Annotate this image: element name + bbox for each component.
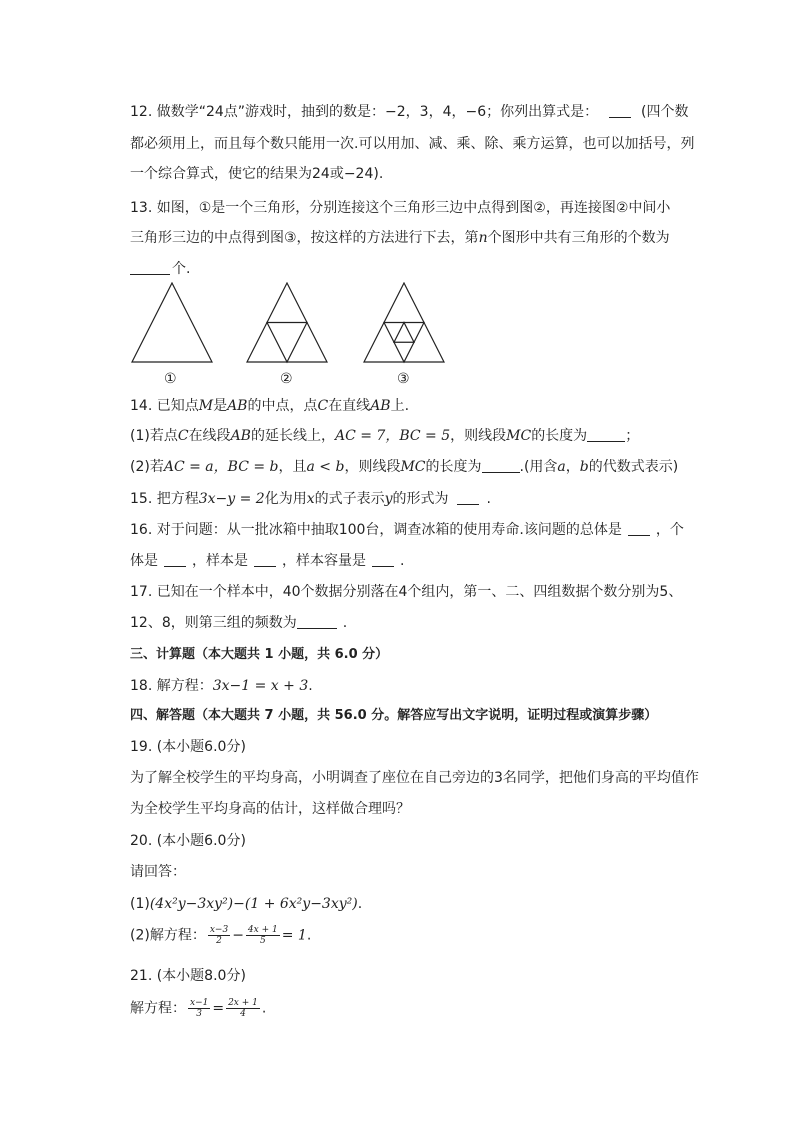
q14-line1 <box>130 396 409 416</box>
answer-blank <box>297 614 337 629</box>
answer-blank <box>482 458 520 473</box>
answer-blank <box>164 552 186 567</box>
var-AB: AB <box>370 398 391 414</box>
q14-text: ； <box>625 428 640 444</box>
q17-line2 <box>130 613 347 633</box>
q14-condition: AC = 7，BC = 5 <box>334 428 451 444</box>
var-n: n <box>478 230 488 246</box>
q18-line <box>130 676 313 696</box>
q13-text-c: 个. <box>172 261 191 277</box>
q15-text: 化为用 <box>264 491 307 507</box>
q17-text: . <box>342 615 348 631</box>
q14-text: .(用含 <box>519 459 558 475</box>
q14-condition: AC = a，BC = b <box>163 459 279 475</box>
equals-sign: = <box>212 1000 225 1017</box>
q14-text: 的中点，点 <box>247 398 318 414</box>
q14-text: ， <box>565 459 580 475</box>
q21-head: 21. (本小题8.0分) <box>130 968 246 984</box>
q19-line2: 为全校学生平均身高的估计，这样做合理吗？ <box>130 801 410 817</box>
q21-text: 解方程： <box>130 1000 186 1017</box>
q14-text: 的长度为 <box>425 459 482 475</box>
var-C: C <box>317 398 329 414</box>
q15-text: 的形式为 <box>392 491 449 507</box>
var-y: y <box>384 491 393 507</box>
q18-equation: 3x−1 = x + 3 <box>212 678 309 694</box>
q14-text: 的长度为 <box>531 428 588 444</box>
answer-blank <box>628 521 650 536</box>
q14-text: ，则线段 <box>450 428 507 444</box>
q13-text: 三角形三边的中点得到图③，按这样的方法进行下去，第 <box>130 230 479 246</box>
q16-text: 16. 对于问题：从一批冰箱中抽取100台，调查冰箱的使用寿命.该问题的总体是 <box>130 522 622 538</box>
fraction-2 <box>226 998 260 1019</box>
q16-line1 <box>130 520 684 540</box>
q14-text: 在直线 <box>328 398 371 414</box>
q20-part1 <box>130 894 362 914</box>
var-AB: AB <box>227 398 248 414</box>
minus-sign: − <box>232 927 244 944</box>
q14-text: 在线段 <box>188 428 231 444</box>
q12-text-tail: (四个数 <box>641 104 689 120</box>
q12-line1 <box>130 102 689 122</box>
fraction-numerator: 4x + 1 <box>247 925 278 935</box>
q20-text: . <box>306 927 312 944</box>
q16-text: 体是 <box>130 553 158 569</box>
q12-text: 12. 做数学“24点”游戏时，抽到的数是：−2，3，4，−6；你列出算式是： <box>130 104 599 120</box>
q17-line1: 17. 已知在一个样本中，40个数据分别落在4个组内，第一、二、四组数据个数分别为5、 <box>130 584 683 600</box>
section-4-heading: 四、解答题（本大题共 7 小题，共 56.0 分。解答应写出文字说明，证明过程或演算步骤） <box>130 708 658 723</box>
q20-text: (2)解方程： <box>130 927 206 944</box>
answer-blank <box>254 552 276 567</box>
fraction-denominator: 3 <box>196 1009 203 1019</box>
section-3-heading: 三、计算题（本大题共 1 小题，共 6.0 分） <box>130 647 389 662</box>
figure-label-1: ① <box>164 371 177 387</box>
fraction-denominator: 4 <box>240 1009 246 1019</box>
q15-equation: 3x−y = 2 <box>198 491 265 507</box>
q15-text: . <box>486 491 491 507</box>
q13-text-b: 个图形中共有三角形的个数为 <box>487 230 670 246</box>
answer-blank <box>372 552 394 567</box>
q19-head: 19. (本小题6.0分) <box>130 739 246 755</box>
answer-blank <box>587 427 625 442</box>
q15-line <box>130 489 491 509</box>
answer-blank <box>457 490 479 505</box>
q14-text: 的延长线上， <box>250 428 335 444</box>
q20-ask: 请回答： <box>130 864 186 880</box>
q16-text: . <box>400 553 405 569</box>
figure-3-triangle <box>362 282 446 364</box>
var-C: C <box>177 428 189 444</box>
figure-label-2: ② <box>280 371 293 387</box>
figure-1-triangle <box>130 282 214 364</box>
q21-text: . <box>261 1000 267 1017</box>
q15-text: 15. 把方程 <box>130 491 199 507</box>
q20-part2 <box>130 925 311 946</box>
fraction-1 <box>208 925 230 946</box>
equation-rhs: = 1 <box>281 927 307 944</box>
var-MC: MC <box>506 428 532 444</box>
q20-text: (1) <box>130 896 150 912</box>
answer-blank <box>609 103 631 118</box>
q13-line2 <box>130 228 670 248</box>
figure-2-triangle <box>245 282 329 364</box>
q14-part1 <box>130 426 639 446</box>
var-AB: AB <box>230 428 251 444</box>
q14-part2 <box>130 457 678 477</box>
fraction-2 <box>246 925 280 946</box>
fraction-denominator: 5 <box>259 936 266 946</box>
var-M: M <box>198 398 214 414</box>
q16-text: ，样本容量是 <box>282 553 366 569</box>
q20-text: . <box>357 896 363 912</box>
q14-text: (1)若点 <box>130 428 178 444</box>
q18-text: 18. 解方程： <box>130 678 213 694</box>
q14-text: 14. 已知点 <box>130 398 199 414</box>
q21-line <box>130 998 266 1019</box>
fraction-denominator: 2 <box>216 936 222 946</box>
q14-inequality: a < b <box>306 459 345 475</box>
q14-text: (2)若 <box>130 459 164 475</box>
q20-head: 20. (本小题6.0分) <box>130 833 246 849</box>
fraction-numerator: x−1 <box>190 998 209 1008</box>
q12-line2: 都必须用上，而且每个数只能用一次.可以用加、减、乘、除、乘方运算，也可以加括号，列 <box>130 136 695 152</box>
q12-line3: 一个综合算式，使它的结果为24或−24). <box>130 166 384 182</box>
q18-text: . <box>308 678 313 694</box>
q20-expression: (4x²y−3xy²)−(1 + 6x²y−3xy²) <box>149 896 358 912</box>
q13-line1: 13. 如图，①是一个三角形，分别连接这个三角形三边中点得到图②，再连接图②中间小 <box>130 200 671 216</box>
q13-line3 <box>130 259 190 279</box>
q16-text: ，样本是 <box>192 553 248 569</box>
fraction-numerator: x−3 <box>209 925 229 935</box>
var-a: a <box>557 459 566 475</box>
q14-text: 上. <box>390 398 410 414</box>
q15-text: 的式子表示 <box>314 491 385 507</box>
q14-text: 的代数式表示) <box>588 459 679 475</box>
q16-text: ，个 <box>655 522 684 538</box>
var-MC: MC <box>400 459 426 475</box>
q14-text: 是 <box>213 398 228 414</box>
answer-blank <box>130 260 170 275</box>
fraction-numerator: 2x + 1 <box>228 998 258 1008</box>
var-x: x <box>306 491 315 507</box>
fraction-1 <box>188 998 210 1019</box>
q17-text: 12、8，则第三组的频数为 <box>130 615 297 631</box>
q14-text: ，且 <box>278 459 307 475</box>
q14-text: ，则线段 <box>344 459 401 475</box>
var-b: b <box>579 459 589 475</box>
q16-line2 <box>130 551 404 571</box>
figure-label-3: ③ <box>397 371 410 387</box>
q19-line1: 为了解全校学生的平均身高，小明调查了座位在自己旁边的3名同学，把他们身高的平均值作 <box>130 770 699 786</box>
